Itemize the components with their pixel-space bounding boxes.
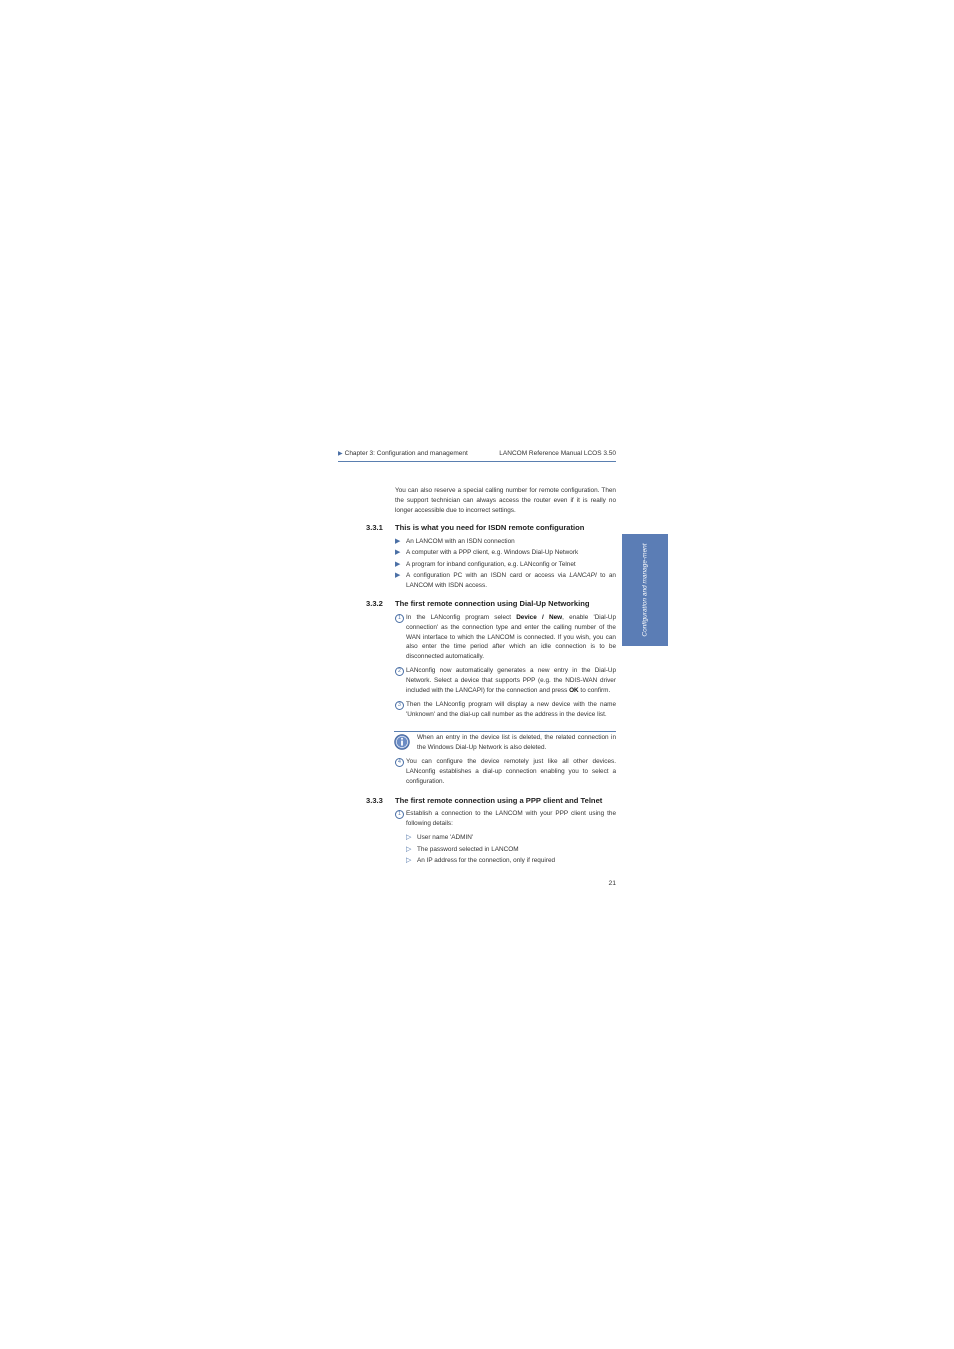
section-title: The first remote connection using Dial-Up Networking xyxy=(395,599,590,608)
step-1: 1 In the LANconfig program select Device / New, enable 'Dial-Up connection' as the connection type and enter the calling number of the WAN interface to which the LANCOM is connected. If you wish, you can also enter the time period after which an idle connection is to be disconnected automatically. xyxy=(395,613,616,662)
section-heading-3-3-2 xyxy=(366,599,590,608)
step-number-icon: 4 xyxy=(395,758,404,767)
list-item: ▶ A computer with a PPP client, e.g. Windows Dial-Up Network xyxy=(395,549,579,556)
note-text: When an entry in the device list is deleted, the related connection in the Windows Dial-Up Network is also deleted. xyxy=(417,734,616,751)
right-triangle-icon: ▶ xyxy=(395,572,401,579)
chapter-side-tab xyxy=(622,534,668,646)
list-item: ▶ An LANCOM with an ISDN connection xyxy=(395,538,515,545)
outline-triangle-icon: ▷ xyxy=(406,857,412,864)
right-triangle-icon: ▶ xyxy=(395,549,401,556)
step-2: 2 LANconfig now automatically generates a new entry in the Dial-Up Network. Select a device that supports PPP (e.g. the NDIS-WAN driver included with the LANCAPI) for the connection and press OK to confirm. xyxy=(395,666,616,695)
info-icon xyxy=(394,734,410,750)
list-item: ▶ A program for inband configuration, e.g. LANconfig or Telnet xyxy=(395,561,576,568)
step-number-icon: 2 xyxy=(395,667,404,676)
section-heading-3-3-1 xyxy=(366,523,584,532)
outline-triangle-icon: ▷ xyxy=(406,846,412,853)
manual-title: LANCOM Reference Manual LCOS 3.50 xyxy=(499,450,616,457)
section-number: 3.3.2 xyxy=(366,599,383,608)
step-number-icon: 1 xyxy=(395,614,404,623)
chapter-text: Chapter 3: Configuration and management xyxy=(344,450,468,457)
step-number-icon: 1 xyxy=(395,810,404,819)
chapter-title xyxy=(338,450,468,457)
right-triangle-icon: ▶ xyxy=(395,538,401,545)
side-tab-label: Configuration and manage-ment xyxy=(641,543,649,637)
right-triangle-icon: ▶ xyxy=(338,451,343,457)
sub-list-item: ▷ The password selected in LANCOM xyxy=(406,846,519,853)
step-3: 3 Then the LANconfig program will display a new device with the name 'Unknown' and the dial-up call number as the address in the device list. xyxy=(395,700,616,720)
section-title: This is what you need for ISDN remote configuration xyxy=(395,523,585,532)
info-note xyxy=(394,731,616,753)
intro-paragraph: You can also reserve a special calling number for remote configuration. Then the support technician can always access the router even if it is really no longer accessible due to incorrect settings. xyxy=(395,487,616,514)
section-number: 3.3.3 xyxy=(366,796,383,805)
section-number: 3.3.1 xyxy=(366,523,383,532)
section-heading-3-3-3 xyxy=(366,796,602,805)
page-header xyxy=(338,449,616,462)
sub-list-item: ▷ User name 'ADMIN' xyxy=(406,834,474,841)
sub-list-item: ▷ An IP address for the connection, only if required xyxy=(406,857,556,864)
right-triangle-icon: ▶ xyxy=(395,561,401,568)
step-number-icon: 3 xyxy=(395,701,404,710)
list-item: ▶ A configuration PC with an ISDN card or access via LANCAPI to an LANCOM with ISDN access. xyxy=(395,572,616,589)
step-1: 1 Establish a connection to the LANCOM with your PPP client using the following details: xyxy=(395,809,616,829)
outline-triangle-icon: ▷ xyxy=(406,834,412,841)
page-number: 21 xyxy=(608,880,616,887)
step-4: 4 You can configure the device remotely just like all other devices. LANconfig establishes a dial-up connection enabling you to select a configuration. xyxy=(395,757,616,786)
section-title: The first remote connection using a PPP client and Telnet xyxy=(395,796,603,805)
